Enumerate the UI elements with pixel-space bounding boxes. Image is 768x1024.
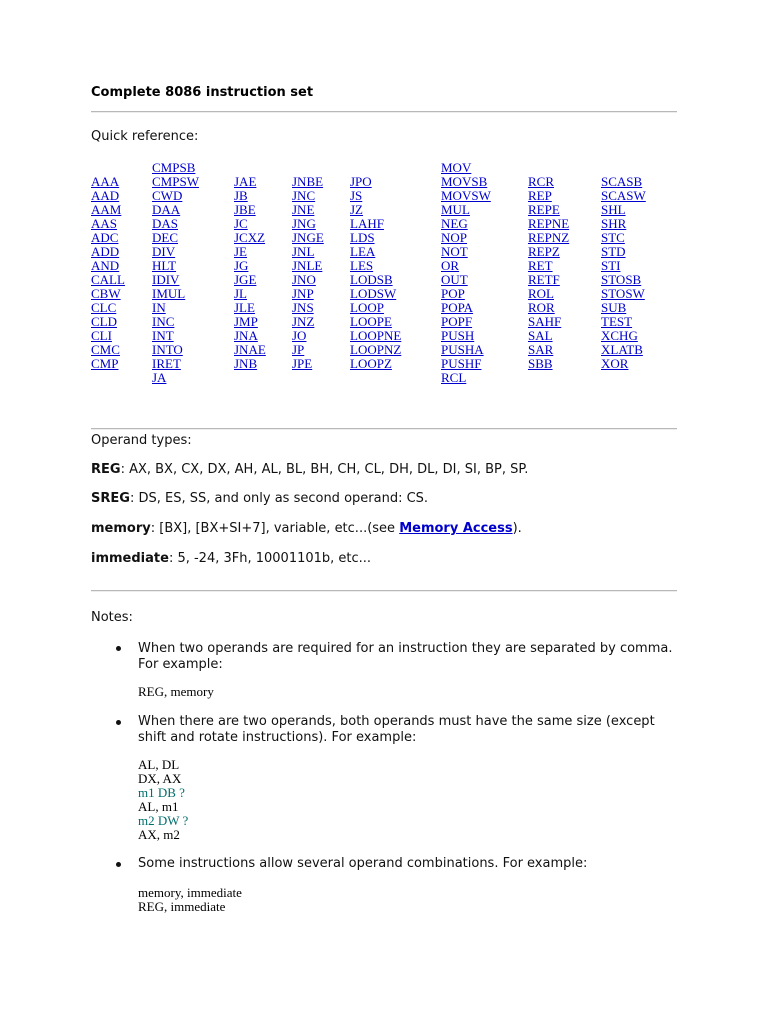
instruction-link-stc[interactable]: STC — [601, 230, 625, 245]
instruction-link-loopne[interactable]: LOOPNE — [350, 328, 402, 343]
instruction-link-test[interactable]: TEST — [601, 314, 633, 329]
instruction-link-cmpsb[interactable]: CMPSB — [152, 160, 196, 175]
instruction-link-das[interactable]: DAS — [152, 216, 179, 231]
page-title: Complete 8086 instruction set — [91, 85, 314, 100]
instruction-column-2 — [152, 161, 199, 385]
instruction-link-sahf[interactable]: SAHF — [528, 314, 562, 329]
instruction-link-cmp[interactable]: CMP — [91, 356, 119, 371]
column-spacer — [292, 161, 324, 175]
instruction-link-aam[interactable]: AAM — [91, 202, 122, 217]
note-2-example-line: AL, m1 — [138, 799, 179, 814]
instruction-link-je[interactable]: JE — [234, 244, 247, 259]
instruction-link-pushf[interactable]: PUSHF — [441, 356, 482, 371]
note-3-text: Some instructions allow several operand combinations. For example: — [138, 856, 588, 871]
instruction-link-les[interactable]: LES — [350, 258, 374, 273]
instruction-link-repnz[interactable]: REPNZ — [528, 230, 570, 245]
column-spacer — [234, 161, 266, 175]
instruction-link-hlt[interactable]: HLT — [152, 258, 177, 273]
instruction-link-ret[interactable]: RET — [528, 258, 553, 273]
operand-types-label: Operand types: — [91, 433, 192, 448]
immediate-text: : 5, -24, 3Fh, 10001101b, etc... — [168, 551, 372, 566]
instruction-link-rep[interactable]: REP — [528, 188, 552, 203]
instruction-link-jae[interactable]: JAE — [234, 174, 257, 189]
instruction-link-jcxz[interactable]: JCXZ — [234, 230, 266, 245]
instruction-link-jc[interactable]: JC — [234, 216, 248, 231]
note-2-example-line: AL, DL — [138, 757, 180, 772]
instruction-link-jna[interactable]: JNA — [234, 328, 258, 343]
instruction-link-rcr[interactable]: RCR — [528, 174, 555, 189]
instruction-link-iret[interactable]: IRET — [152, 356, 181, 371]
instruction-column-6 — [441, 161, 491, 385]
instruction-column-3 — [234, 161, 266, 371]
note-3-example-line: memory, immediate — [138, 885, 242, 900]
instruction-link-cwd[interactable]: CWD — [152, 188, 183, 203]
instruction-link-add[interactable]: ADD — [91, 244, 120, 259]
note-1-example: REG, memory — [138, 684, 214, 699]
quick-reference-label: Quick reference: — [91, 129, 199, 144]
instruction-link-idiv[interactable]: IDIV — [152, 272, 180, 287]
immediate-term: immediate — [91, 551, 169, 566]
reg-definition — [91, 462, 528, 477]
instruction-link-sar[interactable]: SAR — [528, 342, 554, 357]
instruction-link-jp[interactable]: JP — [292, 342, 305, 357]
instruction-link-loopz[interactable]: LOOPZ — [350, 356, 392, 371]
instruction-link-jne[interactable]: JNE — [292, 202, 315, 217]
bullet-icon — [116, 646, 121, 651]
instruction-link-movsb[interactable]: MOVSB — [441, 174, 488, 189]
instruction-link-jnbe[interactable]: JNBE — [292, 174, 324, 189]
immediate-definition — [91, 551, 371, 566]
instruction-link-lahf[interactable]: LAHF — [350, 216, 384, 231]
instruction-link-daa[interactable]: DAA — [152, 202, 181, 217]
divider — [91, 590, 677, 592]
instruction-link-jl[interactable]: JL — [234, 286, 247, 301]
instruction-link-loope[interactable]: LOOPE — [350, 314, 392, 329]
instruction-link-xchg[interactable]: XCHG — [601, 328, 638, 343]
instruction-link-mul[interactable]: MUL — [441, 202, 470, 217]
instruction-link-nop[interactable]: NOP — [441, 230, 468, 245]
instruction-link-sti[interactable]: STI — [601, 258, 621, 273]
instruction-column-7 — [528, 161, 569, 371]
instruction-link-jb[interactable]: JB — [234, 188, 248, 203]
note-3-example-line: REG, immediate — [138, 899, 226, 914]
instruction-link-jnge[interactable]: JNGE — [292, 230, 324, 245]
instruction-link-pop[interactable]: POP — [441, 286, 465, 301]
instruction-link-jg[interactable]: JG — [234, 258, 249, 273]
note-2-example-line: DX, AX — [138, 771, 182, 786]
instruction-link-shl[interactable]: SHL — [601, 202, 626, 217]
instruction-link-aaa[interactable]: AAA — [91, 174, 120, 189]
memory-term: memory — [91, 521, 151, 536]
instruction-link-jns[interactable]: JNS — [292, 300, 314, 315]
instruction-link-loop[interactable]: LOOP — [350, 300, 384, 315]
instruction-link-sbb[interactable]: SBB — [528, 356, 553, 371]
instruction-link-cld[interactable]: CLD — [91, 314, 117, 329]
instruction-link-lodsw[interactable]: LODSW — [350, 286, 397, 301]
instruction-link-sub[interactable]: SUB — [601, 300, 627, 315]
instruction-link-jnb[interactable]: JNB — [234, 356, 258, 371]
instruction-link-jnp[interactable]: JNP — [292, 286, 314, 301]
instruction-link-xor[interactable]: XOR — [601, 356, 629, 371]
notes-label: Notes: — [91, 610, 133, 625]
column-spacer — [350, 161, 401, 175]
reg-text: : AX, BX, CX, DX, AH, AL, BL, BH, CH, CL, DH, DL, DI, SI, BP, SP. — [120, 462, 529, 477]
instruction-link-movsw[interactable]: MOVSW — [441, 188, 491, 203]
note-2-example-line: m1 DB ? — [138, 785, 185, 800]
instruction-link-jpe[interactable]: JPE — [292, 356, 313, 371]
instruction-column-5 — [350, 161, 401, 371]
divider — [91, 111, 677, 113]
sreg-text: : DS, ES, SS, and only as second operand: CS. — [129, 491, 429, 506]
instruction-link-jnz[interactable]: JNZ — [292, 314, 315, 329]
memory-access-link[interactable]: Memory Access — [399, 521, 513, 536]
instruction-link-not[interactable]: NOT — [441, 244, 468, 259]
instruction-link-inc[interactable]: INC — [152, 314, 175, 329]
note-1-text: When two operands are required for an instruction they are separated by comma. For example: — [138, 641, 673, 672]
instruction-link-scasw[interactable]: SCASW — [601, 188, 646, 203]
instruction-link-js[interactable]: JS — [350, 188, 363, 203]
instruction-link-ror[interactable]: ROR — [528, 300, 555, 315]
instruction-link-mov[interactable]: MOV — [441, 160, 472, 175]
bullet-icon — [116, 862, 121, 867]
sreg-definition — [91, 491, 428, 506]
instruction-link-and[interactable]: AND — [91, 258, 120, 273]
instruction-link-stosb[interactable]: STOSB — [601, 272, 642, 287]
reg-term: REG — [91, 462, 121, 477]
column-spacer — [528, 161, 569, 175]
instruction-link-int[interactable]: INT — [152, 328, 174, 343]
instruction-link-push[interactable]: PUSH — [441, 328, 475, 343]
instruction-link-aas[interactable]: AAS — [91, 216, 118, 231]
instruction-link-jle[interactable]: JLE — [234, 300, 255, 315]
instruction-link-pusha[interactable]: PUSHA — [441, 342, 484, 357]
instruction-link-dec[interactable]: DEC — [152, 230, 178, 245]
instruction-link-popa[interactable]: POPA — [441, 300, 474, 315]
instruction-link-jge[interactable]: JGE — [234, 272, 257, 287]
instruction-link-repne[interactable]: REPNE — [528, 216, 570, 231]
instruction-link-out[interactable]: OUT — [441, 272, 468, 287]
sreg-term: SREG — [91, 491, 130, 506]
memory-text: : [BX], [BX+SI+7], variable, etc...(see — [150, 521, 400, 536]
instruction-link-jng[interactable]: JNG — [292, 216, 316, 231]
note-2-example-line: AX, m2 — [138, 827, 180, 842]
instruction-link-neg[interactable]: NEG — [441, 216, 468, 231]
instruction-link-jbe[interactable]: JBE — [234, 202, 256, 217]
instruction-link-repe[interactable]: REPE — [528, 202, 560, 217]
instruction-link-cli[interactable]: CLI — [91, 328, 112, 343]
instruction-link-jnle[interactable]: JNLE — [292, 258, 323, 273]
note-2-text: When there are two operands, both operands must have the same size (except shift and rotate instructions). For example: — [138, 714, 655, 745]
instruction-link-cmpsw[interactable]: CMPSW — [152, 174, 199, 189]
instruction-link-jo[interactable]: JO — [292, 328, 307, 343]
instruction-link-cbw[interactable]: CBW — [91, 286, 121, 301]
instruction-link-imul[interactable]: IMUL — [152, 286, 186, 301]
instruction-link-sal[interactable]: SAL — [528, 328, 553, 343]
instruction-link-into[interactable]: INTO — [152, 342, 183, 357]
instruction-link-repz[interactable]: REPZ — [528, 244, 560, 259]
instruction-column-1 — [91, 161, 125, 371]
bullet-icon — [116, 720, 121, 725]
instruction-link-cmc[interactable]: CMC — [91, 342, 120, 357]
instruction-link-xlatb[interactable]: XLATB — [601, 342, 643, 357]
instruction-link-jpo[interactable]: JPO — [350, 174, 372, 189]
instruction-link-jnc[interactable]: JNC — [292, 188, 316, 203]
instruction-link-call[interactable]: CALL — [91, 272, 125, 287]
instruction-link-jno[interactable]: JNO — [292, 272, 316, 287]
memory-definition — [91, 521, 522, 536]
instruction-link-jz[interactable]: JZ — [350, 202, 363, 217]
instruction-column-8 — [601, 161, 646, 371]
instruction-link-shr[interactable]: SHR — [601, 216, 627, 231]
instruction-link-jmp[interactable]: JMP — [234, 314, 258, 329]
instruction-link-in[interactable]: IN — [152, 300, 166, 315]
instruction-link-popf[interactable]: POPF — [441, 314, 473, 329]
instruction-link-clc[interactable]: CLC — [91, 300, 117, 315]
instruction-link-div[interactable]: DIV — [152, 244, 176, 259]
instruction-link-loopnz[interactable]: LOOPNZ — [350, 342, 402, 357]
instruction-link-jnae[interactable]: JNAE — [234, 342, 266, 357]
instruction-link-scasb[interactable]: SCASB — [601, 174, 643, 189]
divider — [91, 428, 677, 430]
instruction-link-retf[interactable]: RETF — [528, 272, 560, 287]
column-spacer — [91, 161, 125, 175]
instruction-link-rol[interactable]: ROL — [528, 286, 554, 301]
instruction-link-stosw[interactable]: STOSW — [601, 286, 645, 301]
note-2-example-line: m2 DW ? — [138, 813, 189, 828]
column-spacer — [601, 161, 646, 175]
instruction-link-adc[interactable]: ADC — [91, 230, 119, 245]
instruction-link-jnl[interactable]: JNL — [292, 244, 315, 259]
instruction-link-lodsb[interactable]: LODSB — [350, 272, 393, 287]
instruction-link-lea[interactable]: LEA — [350, 244, 376, 259]
instruction-link-aad[interactable]: AAD — [91, 188, 120, 203]
instruction-column-4 — [292, 161, 324, 371]
instruction-link-lds[interactable]: LDS — [350, 230, 375, 245]
instruction-link-ja[interactable]: JA — [152, 370, 167, 385]
instruction-link-std[interactable]: STD — [601, 244, 626, 259]
instruction-link-rcl[interactable]: RCL — [441, 370, 467, 385]
memory-end: ). — [512, 521, 522, 536]
instruction-link-or[interactable]: OR — [441, 258, 460, 273]
